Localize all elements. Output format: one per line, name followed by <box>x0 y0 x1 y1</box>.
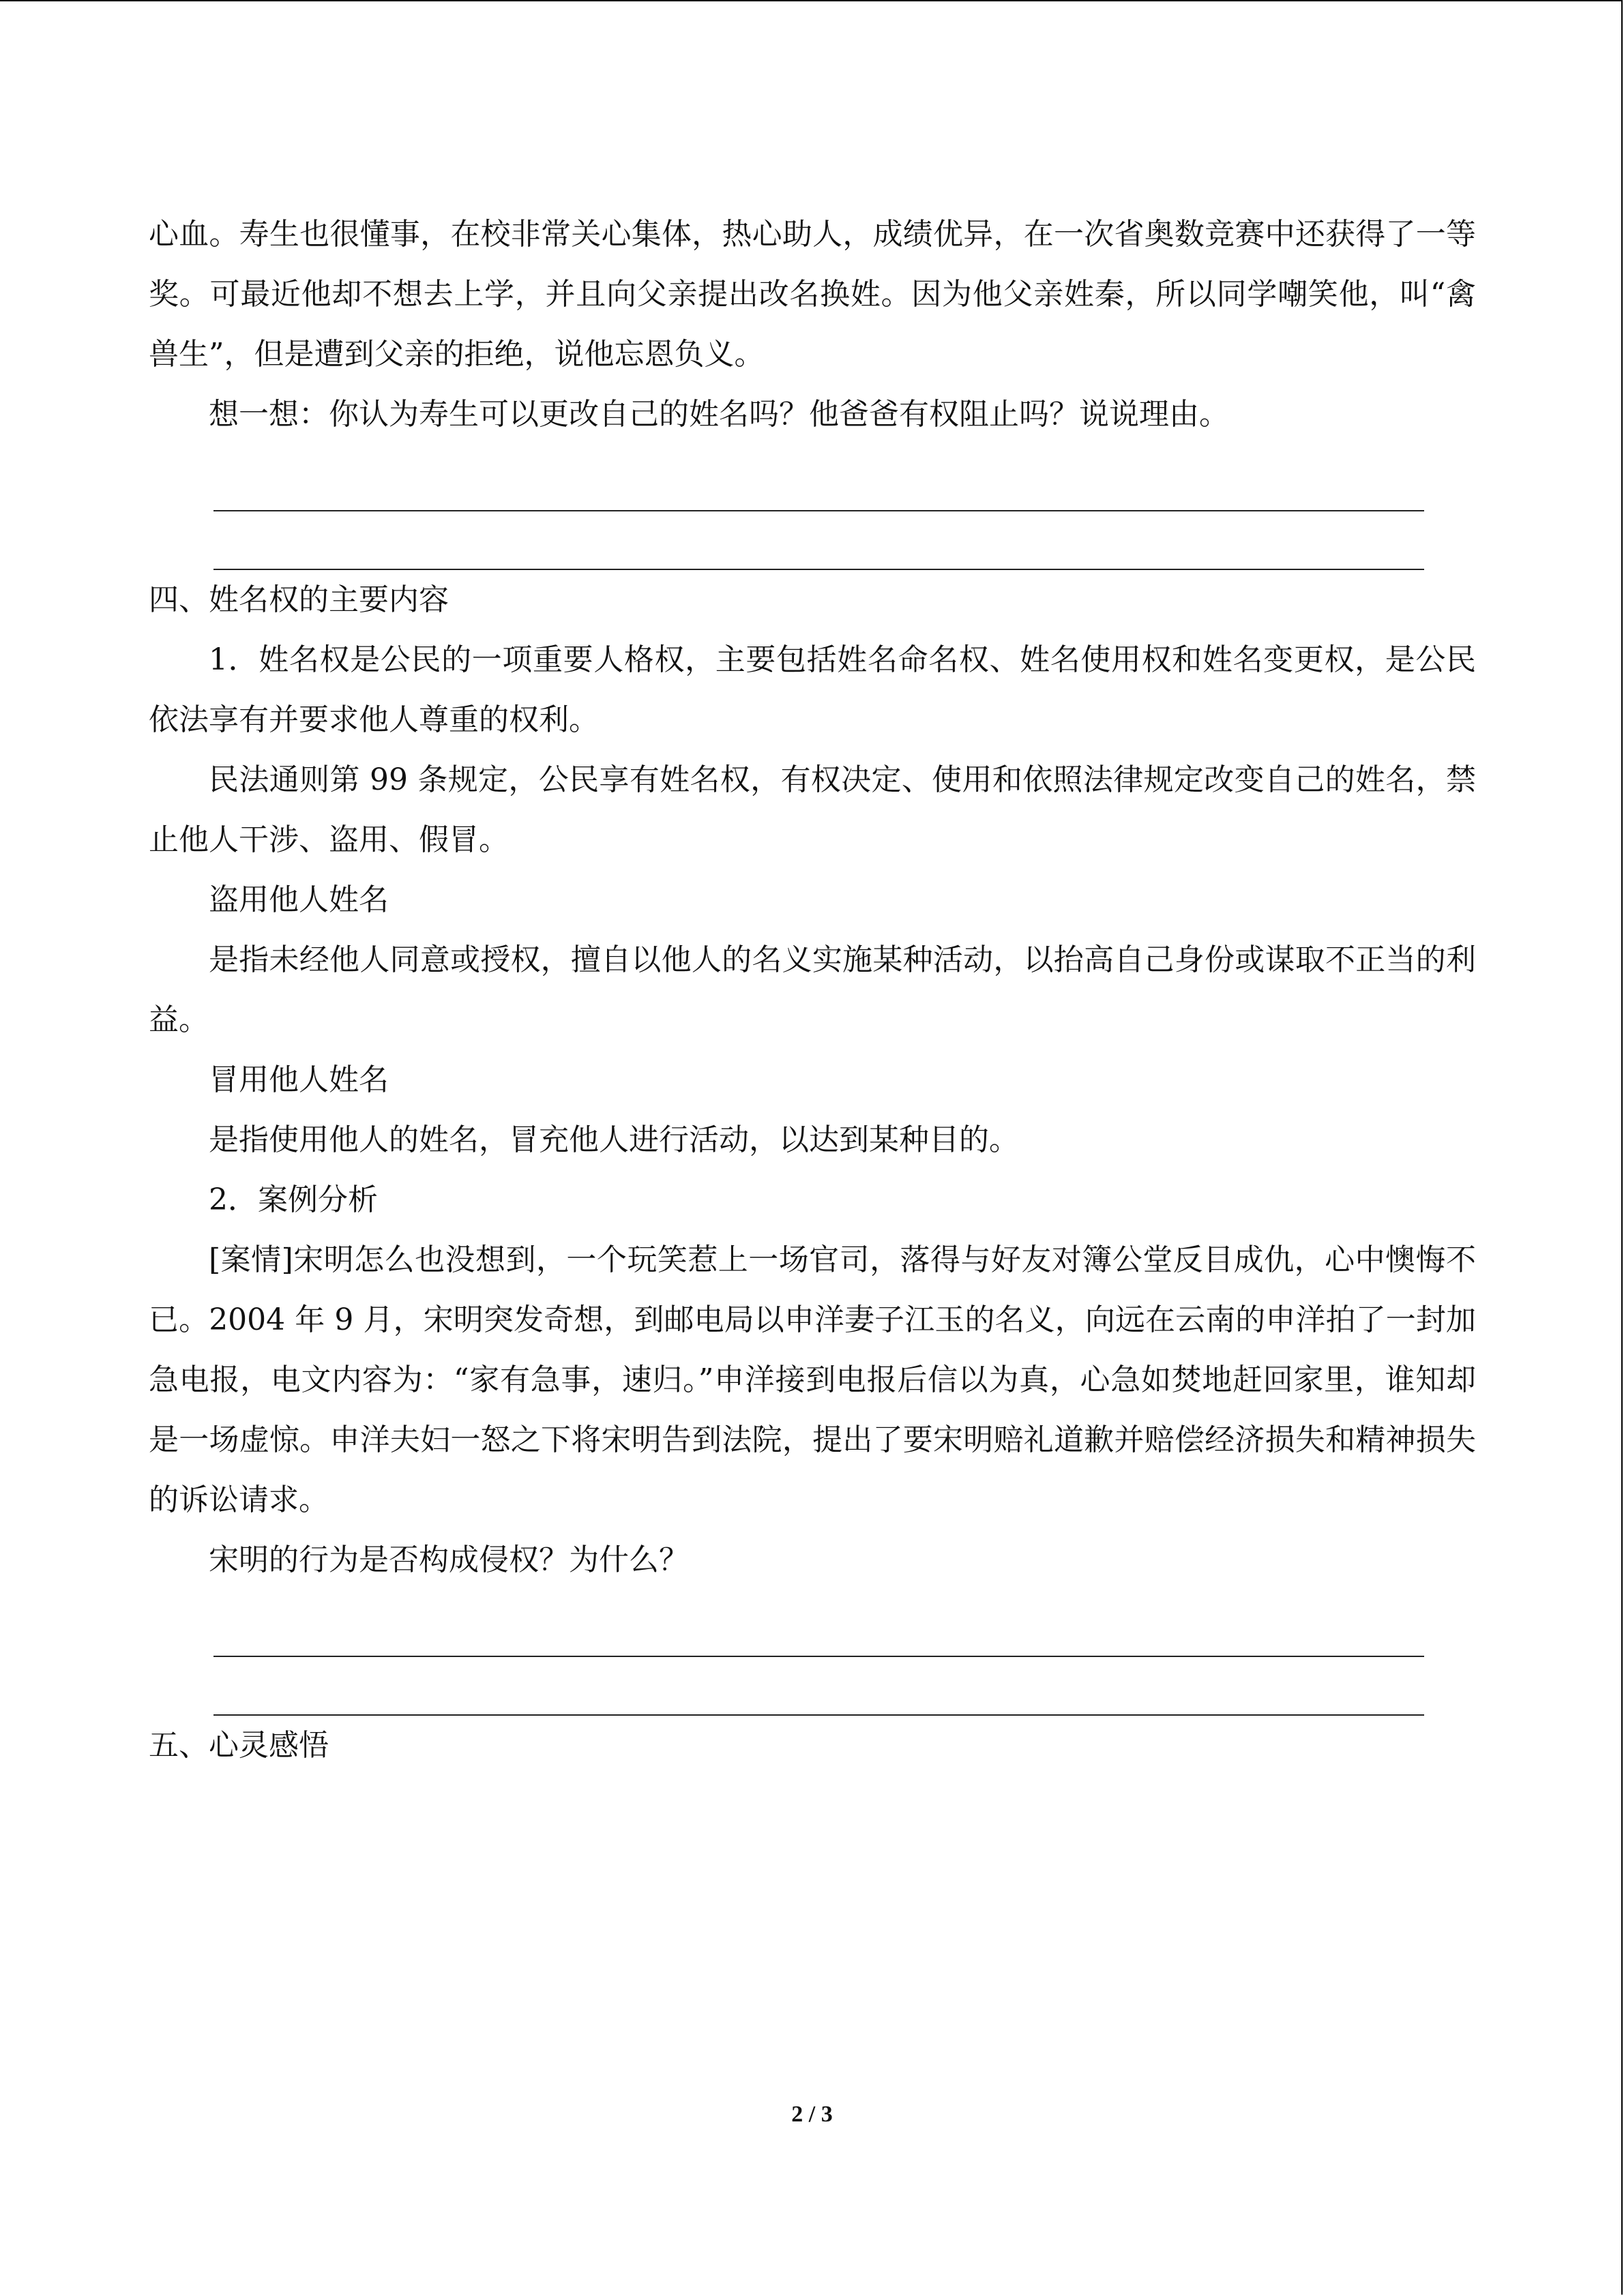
answer-line-1[interactable] <box>213 445 1424 511</box>
misappropriation-term: 盗用他人姓名 <box>209 882 389 917</box>
think-question: 想一想：你认为寿生可以更改自己的姓名吗？他爸爸有权阻止吗？说说理由。 <box>209 397 1229 432</box>
case-description: [案情]宋明怎么也没想到，一个玩笑惹上一场官司，落得与好友对簿公堂反目成仇，心中懊悔不已。2004 年 9 月，宋明突发奇想，到邮电局以申洋妻子江玉的名义，向远在云南的申洋拍了一封加急电报，电文内容为：“家有急事，速归。”申洋接到电报后信以为真，心急如焚地赶回家里，谁知却是一场虚惊。申洋夫妇一怒之下将宋明告到法院，提出了要宋明赔礼道歉并赔偿经济损失和精神损失的诉讼请求。 <box>149 1242 1476 1517</box>
name-right-definition: 1．姓名权是公民的一项重要人格权，主要包括姓名命名权、姓名使用权和姓名变更权，是公民依法享有并要求他人尊重的权利。 <box>149 642 1476 737</box>
answer-line-3[interactable] <box>213 1590 1424 1657</box>
section-5-heading: 五、心灵感悟 <box>149 1728 329 1763</box>
document-body <box>149 205 1476 1776</box>
misappropriation-definition: 是指未经他人同意或授权，擅自以他人的名义实施某种活动，以抬高自己身份或谋取不正当的利益。 <box>149 942 1476 1037</box>
page-number: 2 / 3 <box>791 2102 833 2127</box>
impersonation-term: 冒用他人姓名 <box>209 1062 389 1097</box>
case-analysis-heading: 2．案例分析 <box>209 1182 378 1217</box>
civil-law-article: 民法通则第 99 条规定，公民享有姓名权，有权决定、使用和依照法律规定改变自己的姓名，禁止他人干涉、盗用、假冒。 <box>149 762 1476 857</box>
section-4-heading: 四、姓名权的主要内容 <box>149 582 449 617</box>
case-question: 宋明的行为是否构成侵权？为什么？ <box>209 1542 689 1577</box>
story-paragraph: 心血。寿生也很懂事，在校非常关心集体，热心助人，成绩优异，在一次省奥数竞赛中还获得了一等奖。可最近他却不想去上学，并且向父亲提出改名换姓。因为他父亲姓秦，所以同学嘲笑他，叫“禽兽生”，但是遭到父亲的拒绝，说他忘恩负义。 <box>149 217 1476 372</box>
answer-line-2[interactable] <box>213 511 1424 570</box>
impersonation-definition: 是指使用他人的姓名，冒充他人进行活动，以达到某种目的。 <box>209 1122 1019 1157</box>
answer-line-4[interactable] <box>213 1657 1424 1716</box>
